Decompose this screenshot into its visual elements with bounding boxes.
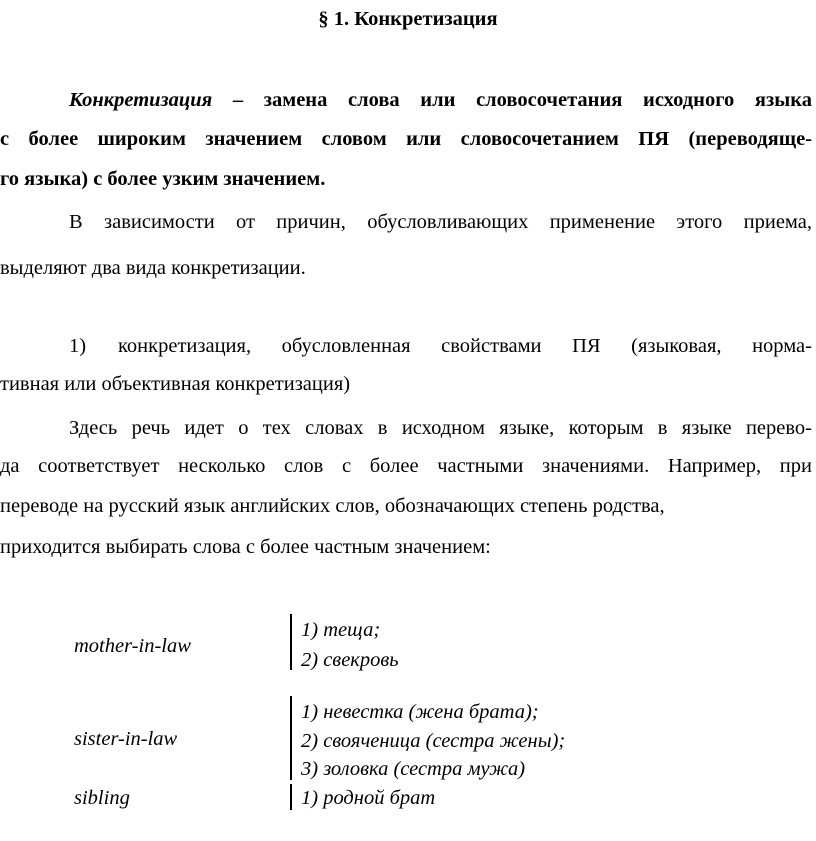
example-translation: 1) родной брат xyxy=(301,787,436,809)
explanation-line-4: приходится выбирать слова с более частным значением: xyxy=(0,536,491,558)
list-item-number: 1) xyxy=(69,335,87,357)
definition-term: Конкретизация xyxy=(69,89,213,111)
example-translation: 1) невестка (жена брата); xyxy=(301,701,539,723)
section-title: § 1. Конкретизация xyxy=(318,8,498,30)
definition-line-1-text: – замена слова или словосочетания исходного языка xyxy=(212,89,812,111)
explanation-line-2: да соответствует несколько слов с более частными значениями. Например, при xyxy=(0,455,812,477)
explanation-line-3: переводе на русский язык английских слов, обозначающих степень родства, xyxy=(0,495,665,517)
intro-line-2: выделяют два вида конкретизации. xyxy=(0,257,306,279)
definition-line-2: с более широким значением словом или словосочетанием ПЯ (переводяще- xyxy=(0,128,812,150)
intro-line-1: В зависимости от причин, обусловливающих применение этого приема, xyxy=(69,211,812,233)
list-item-line-1: конкретизация, обусловленная свойствами ПЯ (языковая, норма- xyxy=(118,335,812,357)
definition-line-1 xyxy=(69,90,812,111)
example-translation: 2) свекровь xyxy=(301,649,399,671)
bracket-line xyxy=(290,784,292,810)
example-term: sibling xyxy=(74,787,130,809)
bracket-line xyxy=(290,696,292,780)
example-translation: 2) свояченица (сестра жены); xyxy=(301,730,566,752)
example-term: mother-in-law xyxy=(74,635,191,657)
explanation-line-1: Здесь речь идет о тех словах в исходном языке, которым в языке перево- xyxy=(69,417,812,439)
example-term: sister-in-law xyxy=(74,728,178,750)
example-translation: 3) золовка (сестра мужа) xyxy=(301,758,526,780)
definition-line-3: го языка) с более узким значением. xyxy=(0,168,326,190)
example-translation: 1) теща; xyxy=(301,619,381,641)
list-item-line-2: тивная или объективная конкретизация) xyxy=(0,373,351,395)
bracket-line xyxy=(290,614,292,670)
